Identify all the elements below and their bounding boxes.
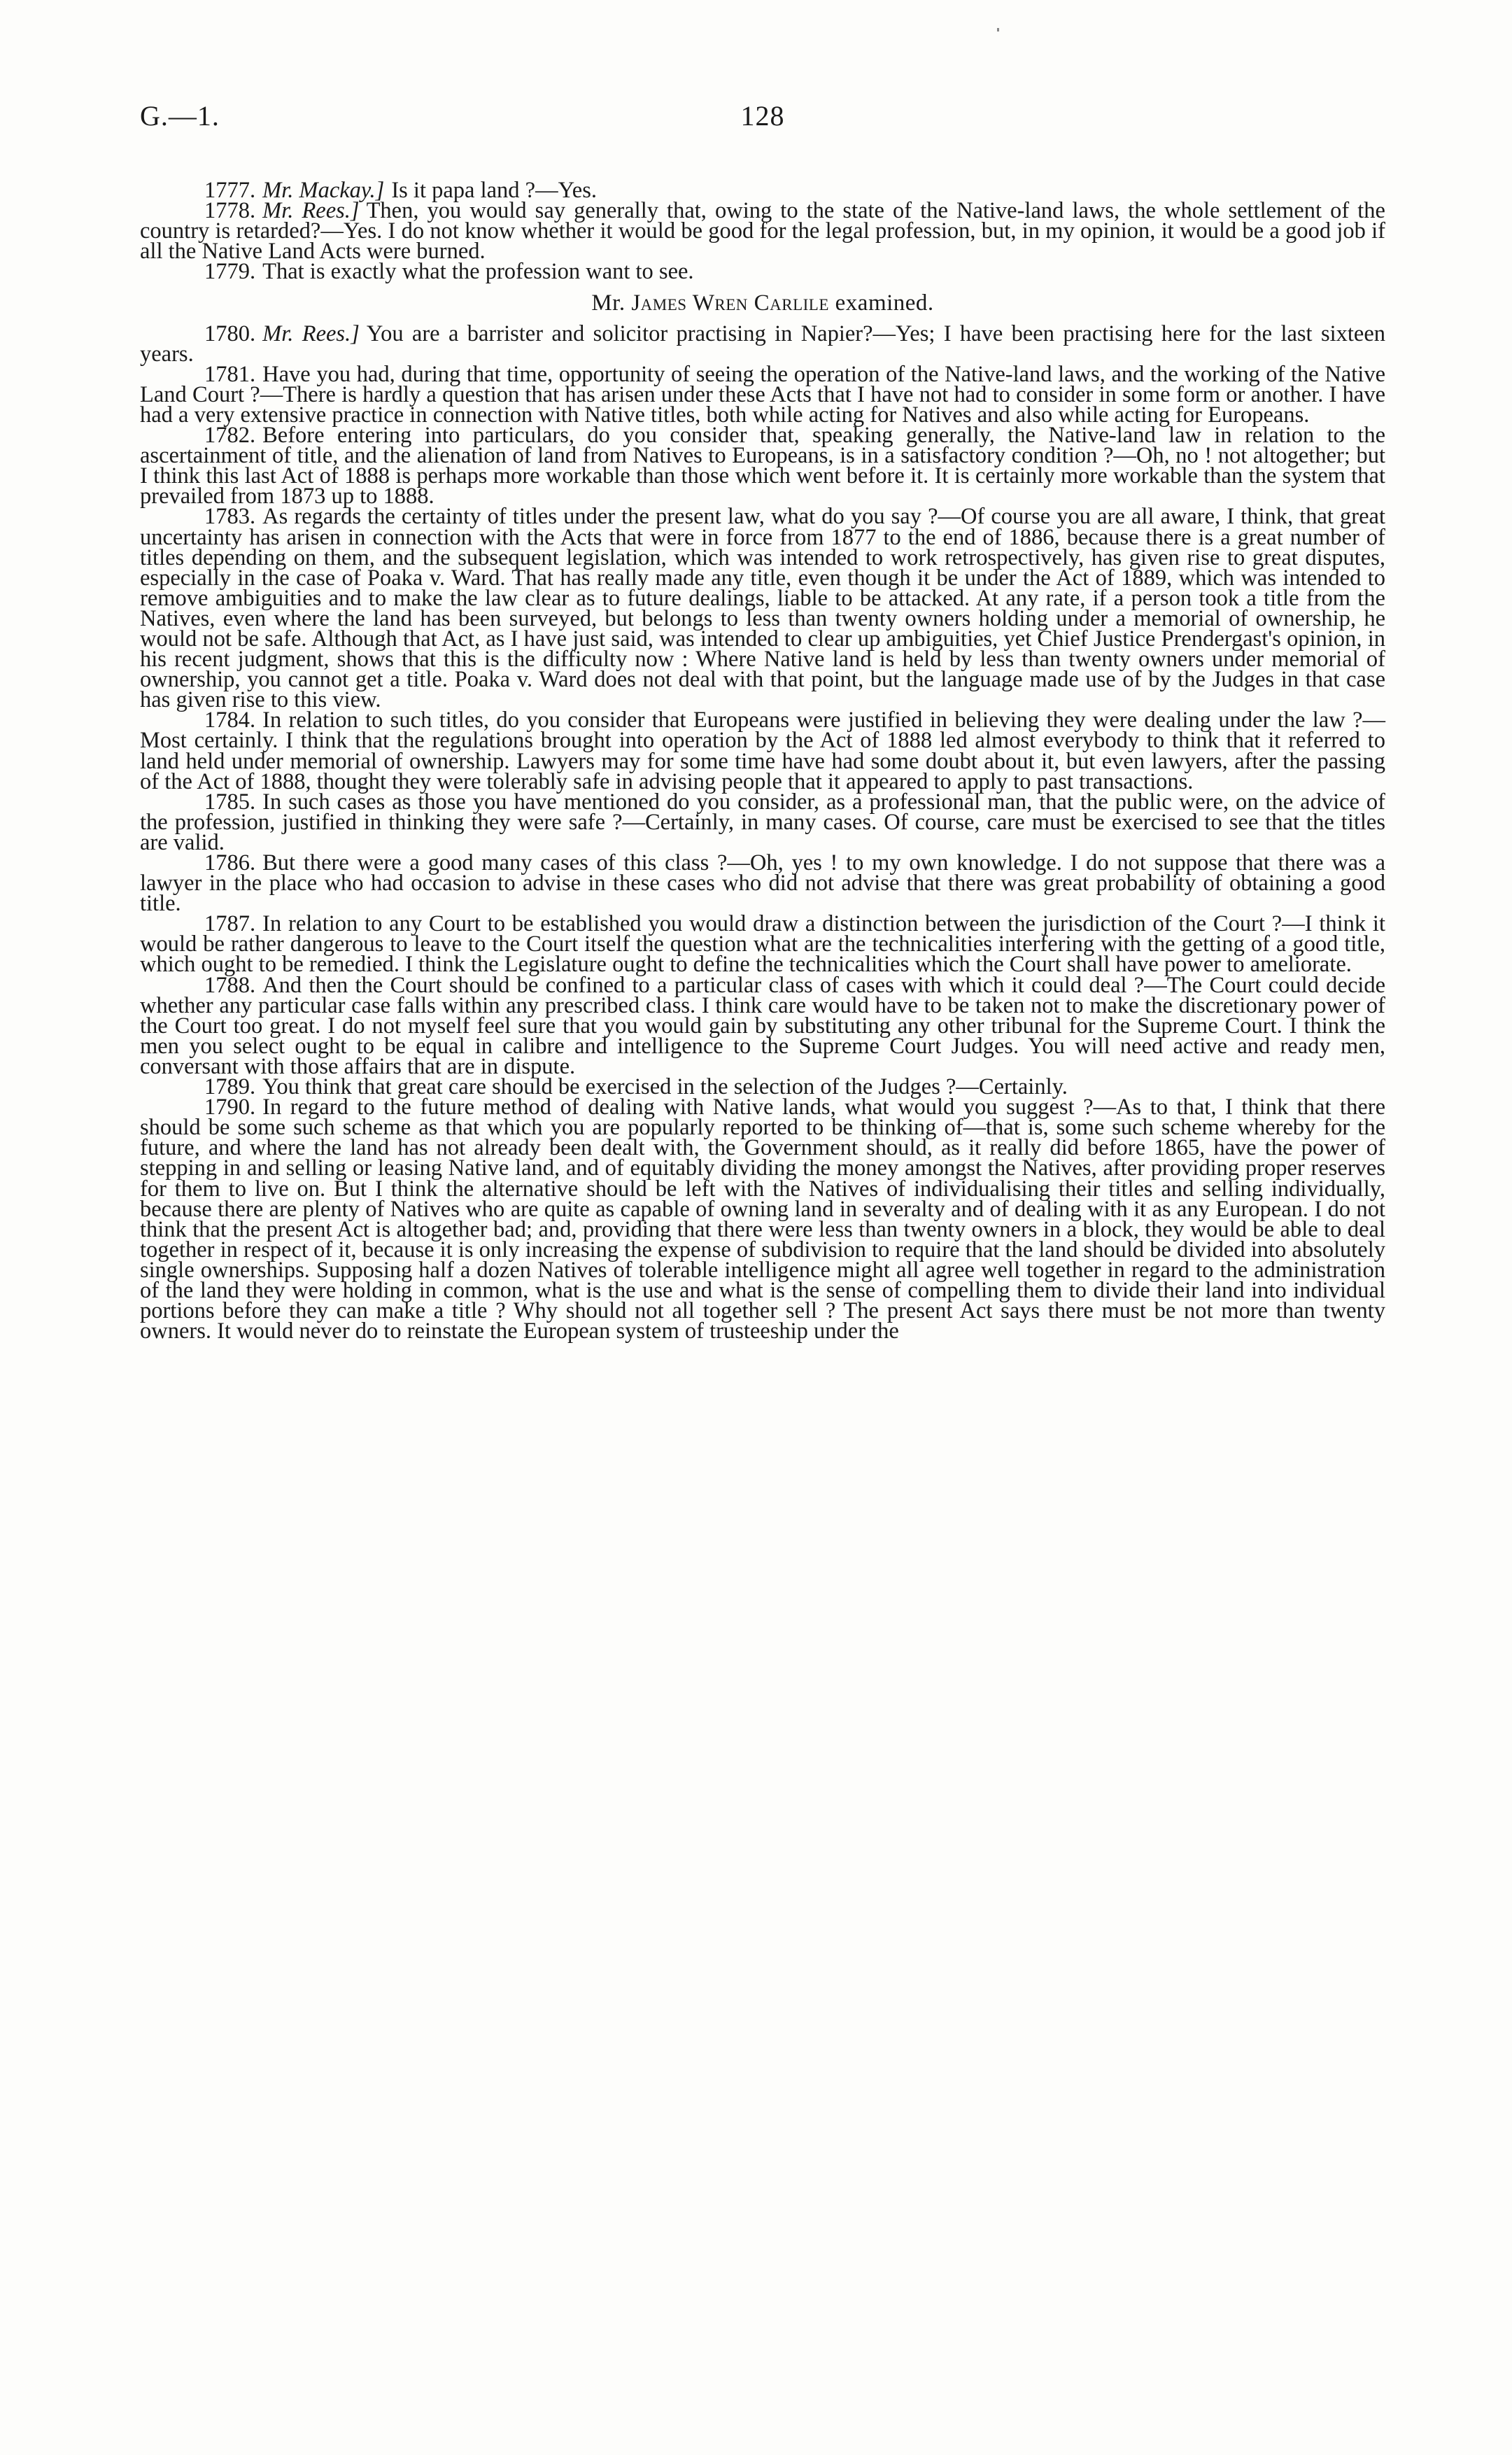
document-reference: G.—1. (140, 100, 220, 132)
testimony-text: You think that great care should be exercised in the selection of the Judges ?—Certainly. (262, 1074, 1068, 1100)
page-number: 128 (740, 100, 785, 132)
question-number: 1789. (204, 1074, 256, 1100)
speaker-label: Mr. Mackay.] (262, 178, 385, 203)
question-number: 1778. (204, 198, 256, 224)
question-number: 1777. (204, 178, 256, 203)
question-number: 1783. (204, 504, 256, 530)
question-number: 1779. (204, 259, 256, 285)
testimony-text: In relation to such titles, do you consider that Europeans were justified in believing they were dealing under the law ?—Most certainly. I think that the regulations brought into operation by the Act of 1888 led almost everybody to think that it referred to land held under memorial of ownership. Lawyers may for some time have had some doubt about it, but even lawyers, after the passing of the Act of 1888, thought they were tolerably safe in advising people that it appeared to apply to past transactions. (140, 708, 1385, 794)
testimony-paragraph (140, 1097, 1385, 1342)
testimony-paragraph (140, 321, 1385, 367)
testimony-paragraph (140, 504, 1385, 713)
document-body (140, 178, 1385, 1344)
question-number: 1787. (204, 911, 256, 937)
speaker-label: Mr. Rees.] (262, 321, 360, 346)
testimony-paragraph (140, 198, 1385, 265)
testimony-text: Before entering into particulars, do you consider that, speaking generally, the Native-land law in relation to the ascertainment of title, and the alienation of land from Natives to Europeans, is in a satisfactory condition ?—Oh, no ! not altogether; but I think this last Act of 1888 is perhaps more workable than those which went before it. It is certainly more workable than the system that prevailed from 1873 up to 1888. (140, 423, 1385, 509)
question-number: 1780. (204, 321, 256, 346)
testimony-text: In regard to the future method of dealing with Native lands, what would you suggest ?—As to that, I think that there should be some such scheme as that which you are popularly reported to be thinking of—that is, some such scheme whereby for the future, and where the land has not already been dealt with, the Government should, as it really did before 1865, have the power of stepping in and selling or leasing Native land, and of equitably dividing the money amongst the Natives, after providing proper reserves for them to live on. But I think the alternative should be left with the Natives of individualising their titles and selling individually, because there are plenty of Natives who are quite as capable of owning land in severalty and of dealing with it as any European. I do not think that the present Act is altogether bad; and, providing that there were less than twenty owners in a block, they would be able to deal together in respect of it, because it is only increasing the expense of subdivision to require that the land should be divided into absolutely single ownerships. Supposing half a dozen Natives of tolerable intelligence might all agree well together in regard to the administration of the land they were holding in common, what is the use and what is the sense of compelling them to divide their land into individual portions before they can make a title ? Why should not all together sell ? The present Act says there must be not more than twenty owners. It would never do to reinstate the European system of trusteeship under the (140, 1095, 1385, 1344)
testimony-paragraph (140, 789, 1385, 855)
question-number: 1784. (204, 708, 256, 733)
witness-heading-suffix: examined. (835, 290, 934, 316)
question-number: 1790. (204, 1095, 256, 1120)
scan-speck (997, 28, 999, 31)
page-header (140, 99, 1385, 141)
witness-heading (140, 290, 1385, 316)
testimony-text: Then, you would say generally that, owing to the state of the Native-land laws, the whole settlement of the country is retarded?—Yes. I do not know whether it would be good for the legal profession, but, in my opinion, it would be a good job if all the Native Land Acts were burned. (140, 198, 1385, 265)
question-number: 1785. (204, 789, 256, 815)
speaker-label: Mr. Rees.] (262, 198, 360, 224)
testimony-paragraph (140, 425, 1385, 507)
testimony-text: You are a barrister and solicitor practising in Napier?—Yes; I have been practising here for the last sixteen years. (140, 321, 1385, 367)
testimony-paragraph (140, 259, 1385, 285)
testimony-text: As regards the certainty of titles under the present law, what do you say ?—Of course you are all aware, I think, that great uncertainty has arisen in connection with the Acts that were in force from 1877 to the end of 1886, because there is a great number of titles depending on them, and the subsequent legislation, which was intended to work retrospectively, has given rise to great disputes, especially in the case of Poaka v. Ward. That has really made any title, even though it be under the Act of 1889, which was intended to remove ambiguities and to make the law clear as to future dealings, liable to be attacked. At any rate, if a person took a title from the Natives, even where the land has been surveyed, but belongs to less than twenty owners holding under a memorial of ownership, he would not be safe. Although that Act, as I have just said, was intended to clear up ambiguities, yet Chief Justice Prendergast's opinion, in his recent judgment, shows that this is the difficulty now : Where Native land is held by less than twenty owners under memorial of ownership, you cannot get a title. Poaka v. Ward does not deal with that point, but the language made use of by the Judges in that case has given rise to this view. (140, 504, 1385, 713)
testimony-text: And then the Court should be confined to a particular class of cases with which it could deal ?—The Court could decide whether any particular case falls within any prescribed class. I think care would have to be taken not to make the discretionary power of the Court too great. I do not myself feel sure that you would gain by substituting any other tribunal for the Supreme Court. I think the men you select ought to be equal in calibre and intelligence to the Supreme Court Judges. You will need active and ready men, conversant with those affairs that are in dispute. (140, 972, 1385, 1079)
testimony-text: In relation to any Court to be established you would draw a distinction between the jurisdiction of the Court ?—I think it would be rather dangerous to leave to the Court itself the question what are the technicalities interfering with the getting of a good title, which ought to be remedied. I think the Legislature ought to define the technicalities which the Court shall have power to ameliorate. (140, 911, 1385, 978)
testimony-text: In such cases as those you have mentioned do you consider, as a professional man, that the public were, on the advice of the profession, justified in thinking they were safe ?—Certainly, in many cases. Of course, care must be exercised to see that the titles are valid. (140, 789, 1385, 855)
testimony-paragraph (140, 911, 1385, 978)
testimony-text: But there were a good many cases of this class ?—Oh, yes ! to my own knowledge. I do not suppose that there was a lawyer in the place who had occasion to advise in these cases who did not advise that there was great probability of obtaining a good title. (140, 850, 1385, 917)
testimony-text: Is it papa land ?—Yes. (391, 178, 598, 203)
witness-name: James Wren Carlile (631, 290, 829, 316)
testimony-text: That is exactly what the profession want to see. (262, 259, 694, 285)
question-number: 1782. (204, 423, 256, 449)
paragraph-group-b (140, 321, 1385, 1344)
testimony-text: Have you had, during that time, opportunity of seeing the operation of the Native-land laws, and the working of the Native Land Court ?—There is hardly a question that has arisen under these Acts that I have not had to consider in some form or another. I have had a very extensive practice in connection with Native titles, both while acting for Natives and also while acting for Europeans. (140, 361, 1385, 428)
testimony-paragraph (140, 972, 1385, 1079)
question-number: 1786. (204, 850, 256, 875)
testimony-paragraph (140, 361, 1385, 428)
witness-heading-prefix: Mr. (591, 290, 626, 316)
paragraph-group-a (140, 178, 1385, 285)
question-number: 1788. (204, 972, 256, 998)
testimony-paragraph (140, 710, 1385, 792)
testimony-paragraph (140, 850, 1385, 917)
question-number: 1781. (204, 361, 256, 387)
